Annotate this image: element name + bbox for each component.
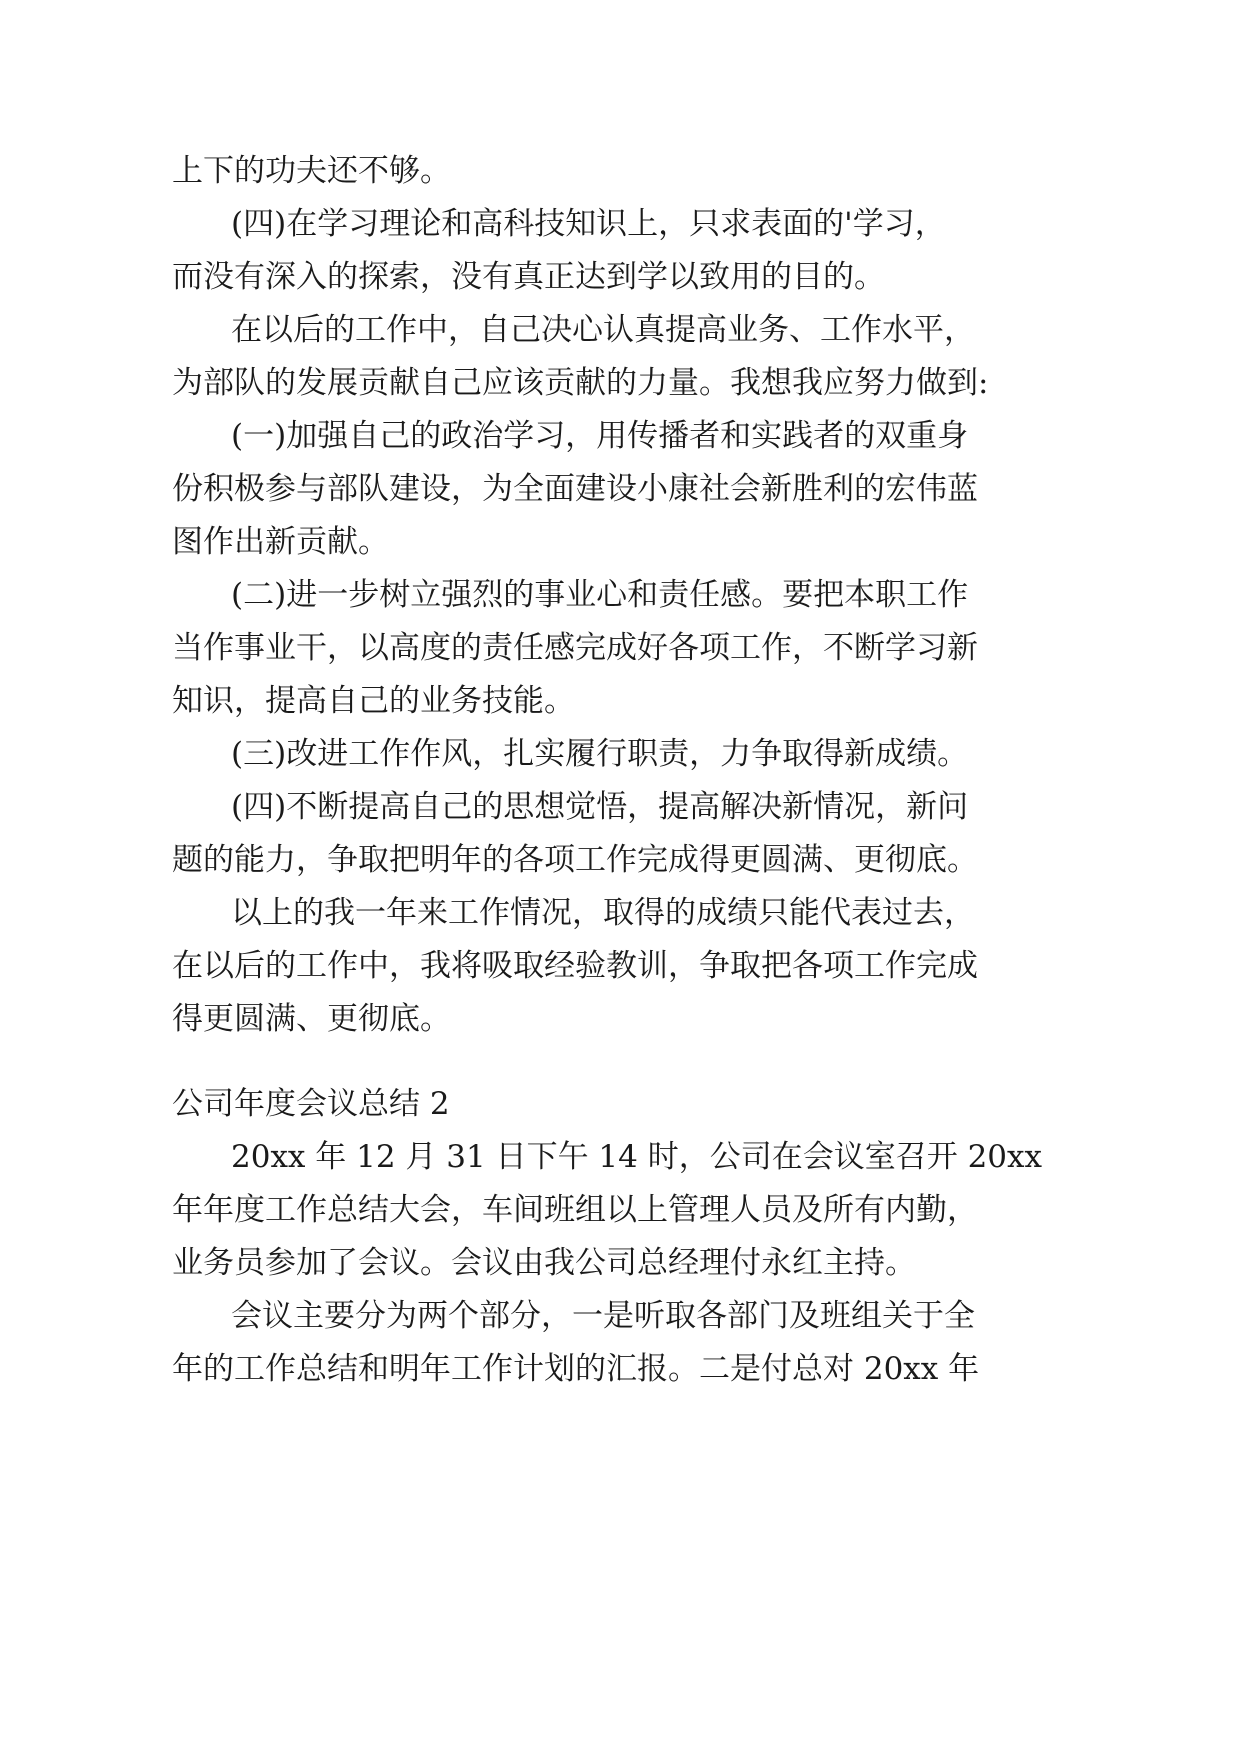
text-line: 年的工作总结和明年工作计划的汇报。二是付总对 20xx 年 [172,1351,980,1387]
text-line: 份积极参与部队建设，为全面建设小康社会新胜利的宏伟蓝 [172,471,978,507]
text-line: 在以后的工作中，我将吸取经验教训，争取把各项工作完成 [172,948,978,984]
text-line: 知识，提高自己的业务技能。 [172,683,575,719]
text-line: (二)进一步树立强烈的事业心和责任感。要把本职工作 [231,577,969,613]
section-title: 公司年度会议总结 2 [172,1086,450,1122]
text-line: 以上的我一年来工作情况，取得的成绩只能代表过去， [231,895,975,931]
text-line: 而没有深入的探索，没有真正达到学以致用的目的。 [172,259,885,295]
text-line: 会议主要分为两个部分，一是听取各部门及班组关于全 [231,1298,975,1334]
text-line: 上下的功夫还不够。 [172,153,451,189]
text-line: 20xx 年 12 月 31 日下午 14 时，公司在会议室召开 20xx [231,1139,1042,1175]
text-line: 在以后的工作中，自己决心认真提高业务、工作水平， [231,312,975,348]
text-line: 业务员参加了会议。会议由我公司总经理付永红主持。 [172,1245,916,1281]
text-line: 年年度工作总结大会，车间班组以上管理人员及所有内勤， [172,1192,978,1228]
text-line: 当作事业干，以高度的责任感完成好各项工作，不断学习新 [172,630,978,666]
text-line: (三)改进工作作风，扎实履行职责，力争取得新成绩。 [231,736,969,772]
text-line: 图作出新贡献。 [172,524,389,560]
text-line: 为部队的发展贡献自己应该贡献的力量。我想我应努力做到: [172,365,989,401]
text-line: (四)不断提高自己的思想觉悟，提高解决新情况，新问 [231,789,969,825]
text-line: (四)在学习理论和高科技知识上，只求表面的'学习， [231,206,946,242]
text-line: 得更圆满、更彻底。 [172,1001,451,1037]
text-line: (一)加强自己的政治学习，用传播者和实践者的双重身 [231,418,969,454]
text-line: 题的能力，争取把明年的各项工作完成得更圆满、更彻底。 [172,842,978,878]
